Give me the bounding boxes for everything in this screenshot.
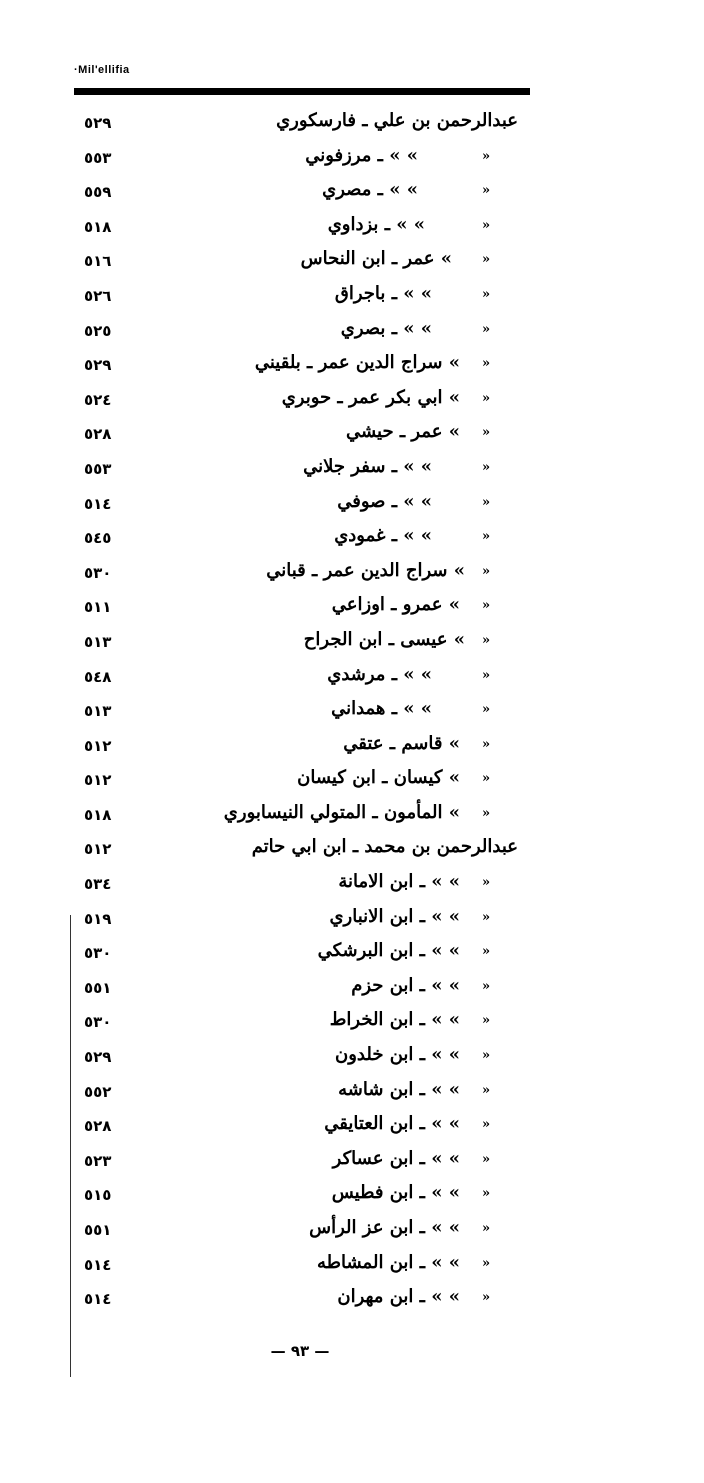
entry-page-ref: ٥٥٣	[84, 148, 112, 167]
index-list	[0, 108, 704, 1319]
entry-name: » سراج الدين عمر ـ قباني	[266, 559, 465, 581]
ditto-mark: »	[481, 944, 491, 960]
entry-name: » قاسم ـ عتقي	[343, 732, 460, 754]
entry-name: » عمرو ـ اوزاعي	[331, 594, 460, 616]
entry-page-ref: ٥١٢	[84, 771, 112, 790]
ditto-mark: »	[481, 529, 491, 545]
index-entry	[0, 731, 704, 766]
entry-page-ref: ٥٥٩	[84, 183, 112, 202]
entry-page-ref: ٥١٩	[84, 909, 112, 928]
entry-page-ref: ٥١٨	[84, 217, 112, 236]
ditto-mark: »	[481, 598, 491, 614]
index-entry	[0, 1215, 704, 1250]
entry-page-ref: ٥٢٦	[84, 286, 112, 305]
entry-page-ref: ٥٤٥	[84, 529, 112, 548]
ditto-mark: »	[481, 771, 491, 787]
index-entry	[0, 385, 704, 420]
ditto-mark: »	[481, 1013, 491, 1029]
entry-name: » » ـ ابن عساكر	[332, 1147, 460, 1169]
ditto-mark: »	[481, 667, 491, 683]
entry-page-ref: ٥١٤	[84, 1290, 112, 1309]
index-entry	[0, 973, 704, 1008]
entry-name: » » ـ ابن شاشه	[338, 1078, 460, 1100]
entry-page-ref: ٥١٣	[84, 702, 112, 721]
entry-name: » » ـ مصري	[322, 179, 418, 201]
entry-name: » » ـ ابن الانباري	[329, 905, 460, 927]
entry-name: » » ـ سفر جلاني	[303, 455, 432, 477]
entry-name: » » ـ ابن الخراط	[329, 1009, 460, 1031]
index-entry	[0, 419, 704, 454]
entry-name: » عمر ـ ابن النحاس	[300, 248, 452, 270]
index-entry	[0, 281, 704, 316]
entry-name: » المأمون ـ المتولي النيسابوري	[223, 801, 460, 823]
ditto-mark: »	[481, 1290, 491, 1306]
entry-page-ref: ٥٣٠	[84, 563, 112, 582]
index-entry	[0, 765, 704, 800]
ditto-mark: »	[481, 183, 491, 199]
entry-name: » » ـ بزداوي	[327, 213, 425, 235]
ditto-mark: »	[481, 494, 491, 510]
entry-page-ref: ٥٥٢	[84, 1082, 112, 1101]
entry-page-ref: ٥١١	[84, 598, 112, 617]
entry-page-ref: ٥٤٨	[84, 667, 112, 686]
page-number: — ٩٣ —	[270, 1342, 330, 1360]
entry-page-ref: ٥٢٥	[84, 321, 112, 340]
ditto-mark: »	[481, 286, 491, 302]
entry-name: عبدالرحمن بن محمد ـ ابن ابي حاتم	[251, 836, 518, 858]
entry-name: » » ـ ابن فطيس	[331, 1182, 460, 1204]
ditto-mark: »	[481, 1221, 491, 1236]
index-entry	[0, 143, 704, 178]
entry-page-ref: ٥١٦	[84, 252, 112, 271]
entry-page-ref: ٥٢٩	[84, 1048, 112, 1067]
ditto-mark: »	[481, 702, 491, 718]
entry-page-ref: ٥٥٣	[84, 459, 112, 478]
ditto-mark: »	[481, 252, 491, 268]
index-entry	[0, 869, 704, 904]
entry-name: » » ـ باجراق	[334, 282, 432, 304]
index-entry	[0, 1077, 704, 1112]
index-entry	[0, 316, 704, 351]
ditto-mark: »	[481, 1255, 491, 1271]
entry-name: » عمر ـ حيشي	[345, 421, 460, 443]
entry-page-ref: ٥٢٩	[84, 356, 112, 375]
index-entry	[0, 662, 704, 697]
entry-name: » » ـ صوفي	[337, 490, 432, 512]
index-entry	[0, 1007, 704, 1042]
entry-page-ref: ٥١٤	[84, 494, 112, 513]
entry-page-ref: ٥٢٣	[84, 1151, 112, 1170]
ditto-mark: »	[481, 356, 491, 372]
entry-name: » » ـ بصري	[340, 317, 432, 339]
ditto-mark: »	[481, 321, 491, 337]
entry-page-ref: ٥١٨	[84, 805, 112, 824]
entry-page-ref: ٥٣٠	[84, 1013, 112, 1032]
ditto-mark: »	[481, 459, 491, 475]
index-entry	[0, 1146, 704, 1181]
entry-page-ref: ٥١٢	[84, 736, 112, 755]
index-entry	[0, 834, 704, 869]
entry-name: » » ـ همداني	[331, 698, 432, 720]
entry-page-ref: ٥٢٨	[84, 425, 112, 444]
entry-page-ref: ٥٣٠	[84, 944, 112, 963]
index-entry	[0, 904, 704, 939]
ditto-mark: »	[481, 217, 491, 233]
entry-page-ref: ٥١٥	[84, 1186, 112, 1205]
index-entry	[0, 1180, 704, 1215]
header-mark: ·Mil'ellifia	[74, 64, 130, 76]
ditto-mark: »	[481, 425, 491, 441]
ditto-mark: »	[481, 1186, 491, 1202]
entry-page-ref: ٥٥١	[84, 1221, 112, 1239]
entry-page-ref: ٥٢٤	[84, 390, 112, 409]
index-entry	[0, 558, 704, 593]
index-entry	[0, 696, 704, 731]
ditto-mark: »	[481, 390, 491, 406]
entry-name: عبدالرحمن بن علي ـ فارسكوري	[276, 110, 518, 131]
entry-name: » » ـ مرشدي	[327, 663, 432, 685]
ditto-mark: »	[481, 1048, 491, 1064]
entry-page-ref: ٥٥١	[84, 978, 112, 997]
entry-name: » » ـ غمودي	[334, 525, 432, 547]
index-entry	[0, 800, 704, 835]
index-entry	[0, 489, 704, 524]
entry-page-ref: ٥٢٩	[84, 114, 112, 132]
entry-name: » عيسى ـ ابن الجراح	[303, 628, 465, 650]
index-entry	[0, 1284, 704, 1319]
entry-page-ref: ٥٣٤	[84, 875, 112, 894]
index-entry	[0, 177, 704, 212]
entry-name: » كيسان ـ ابن كيسان	[297, 767, 460, 789]
entry-name: » » ـ ابن خلدون	[335, 1044, 460, 1066]
entry-name: » ابي بكر عمر ـ حوبري	[281, 386, 460, 408]
entry-page-ref: ٥٢٨	[84, 1117, 112, 1136]
entry-name: » » ـ مرزفوني	[305, 144, 418, 166]
entry-name: » » ـ ابن العتايقي	[324, 1113, 460, 1135]
header-rule	[74, 88, 530, 95]
index-entry	[0, 350, 704, 385]
entry-name: » » ـ ابن حزم	[351, 974, 460, 996]
ditto-mark: »	[481, 632, 491, 648]
index-entry	[0, 454, 704, 489]
ditto-mark: »	[481, 805, 491, 821]
ditto-mark: »	[481, 909, 491, 925]
entry-name: » » ـ ابن البرشكي	[317, 940, 460, 962]
ditto-mark: »	[481, 875, 491, 891]
index-entry	[0, 627, 704, 662]
entry-name: » » ـ ابن عز الرأس	[309, 1217, 460, 1238]
ditto-mark: »	[481, 148, 491, 164]
entry-name: » » ـ ابن الامانة	[338, 871, 460, 893]
ditto-mark: »	[481, 563, 491, 579]
entry-name: » » ـ ابن المشاطه	[317, 1251, 460, 1273]
index-entry	[0, 938, 704, 973]
entry-name: » » ـ ابن مهران	[337, 1286, 460, 1308]
ditto-mark: »	[481, 978, 491, 994]
index-entry	[0, 523, 704, 558]
index-entry	[0, 1111, 704, 1146]
index-entry	[0, 212, 704, 247]
ditto-mark: »	[481, 1151, 491, 1167]
index-entry	[0, 108, 704, 143]
ditto-mark: »	[481, 1117, 491, 1133]
index-entry	[0, 246, 704, 281]
index-entry	[0, 592, 704, 627]
entry-page-ref: ٥١٢	[84, 840, 112, 859]
entry-page-ref: ٥١٣	[84, 632, 112, 651]
entry-name: » سراج الدين عمر ـ بلقيني	[254, 352, 460, 374]
ditto-mark: »	[481, 736, 491, 752]
index-entry	[0, 1042, 704, 1077]
ditto-mark: »	[481, 1082, 491, 1098]
index-entry	[0, 1250, 704, 1285]
entry-page-ref: ٥١٤	[84, 1255, 112, 1274]
